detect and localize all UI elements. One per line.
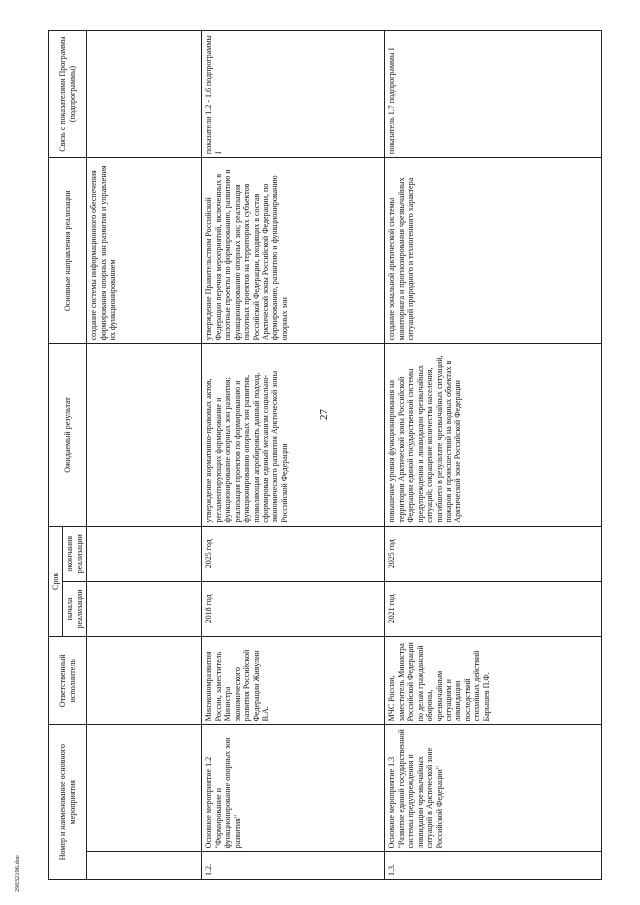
end-year: 2025 год xyxy=(202,526,385,581)
main-directions: создание зональной арктической системы мониторинга и прогнозирования чрезвычайных ситуаций природного и техногенного характера xyxy=(385,158,602,344)
cell-empty xyxy=(87,526,202,581)
header-responsible: Ответственный исполнитель xyxy=(49,637,87,725)
end-year: 2025 год xyxy=(385,526,602,581)
start-year: 2021 год xyxy=(385,581,602,636)
start-year: 2018 год xyxy=(202,581,385,636)
cell-empty xyxy=(87,852,202,880)
expected-result: повышение уровня функционирования на территории Арктической зоны Российской Федерации единой государственной системы предупреждения и ликвидации чрезвычайных ситуаций; сокращение количества населения, погибшего в результате чрезвычайных ситуаций, пожаров и происшествий на водных объектах в Арктической зоне Российской Федерации xyxy=(385,344,602,526)
indicator-link: показатели 1.2 - 1.6 подпрограммы I xyxy=(202,31,385,158)
cell-empty xyxy=(87,637,202,725)
header-num-name: Номер и наименование основного мероприятия xyxy=(49,725,87,880)
indicator-link: показатель 1.7 подпрограммы I xyxy=(385,31,602,158)
cell-empty xyxy=(87,581,202,636)
responsible-executor: Минэкономразвития России, заместитель Министра экономического развития Российской Федерации Живулин В.А. xyxy=(202,637,385,725)
cell-empty xyxy=(87,31,202,158)
header-period: Срок xyxy=(49,526,63,636)
header-result: Ожидаемый результат xyxy=(49,344,87,526)
measure-name: Основное мероприятие 1.2 "Формирование и функционирование опорных зон развития" xyxy=(202,725,385,852)
responsible-executor: МЧС России, заместитель Министра Российской Федерации по делам гражданской обороны, чрезвычайным ситуациям и ликвидации последствий стихийных действий Барышев П.Ф. xyxy=(385,637,602,725)
expected-result: утверждение нормативно-правовых актов, регламентирующих формирование и функционирование опорных зон развития; реализация проектов по формированию и функционированию опорных зон развития, позволяющая апробировать данный подход, сформировав единый механизм социально-экономического развития Арктической зоны Российской Федерации xyxy=(202,344,385,526)
continuation-directions: создание системы информационного обеспечения формирования опорных зон развития и управления их функционированием xyxy=(87,158,202,344)
main-directions: утверждение Правительством Российской Федерации перечня мероприятий, включенных в пилотные проекты по формированию, развитию и функционированию опорных зон; реализация пилотных проектов на территориях субъектов Российской Федерации, входящих в состав Арктической зоны Российской Федерации, по формированию, развитию и функционированию опорных зон xyxy=(202,158,385,344)
table-row xyxy=(202,31,385,880)
table-row xyxy=(385,31,602,880)
measure-name: Основное мероприятие 1.3 "Развитие единой государственной системы предупреждения и ликвидации чрезвычайных ситуаций в Арктической зоне Российской Федерации" xyxy=(385,725,602,852)
page-number: 27 xyxy=(318,409,330,420)
row-number: 1.2. xyxy=(202,852,385,880)
header-start: начала реализации xyxy=(63,581,87,636)
row-number: 1.3. xyxy=(385,852,602,880)
header-row xyxy=(49,31,63,880)
cell-empty xyxy=(87,344,202,526)
header-directions: Основные направления реализации xyxy=(49,158,87,344)
program-measures-table xyxy=(48,30,602,880)
cell-empty xyxy=(87,725,202,852)
header-link: Связь с показателями Программы (подпрограммы) xyxy=(49,31,87,158)
document-footer: 29032196.doc xyxy=(14,854,21,892)
header-end: окончания реализации xyxy=(63,526,87,581)
table-row-continuation xyxy=(87,31,202,880)
program-table-container xyxy=(48,30,618,880)
